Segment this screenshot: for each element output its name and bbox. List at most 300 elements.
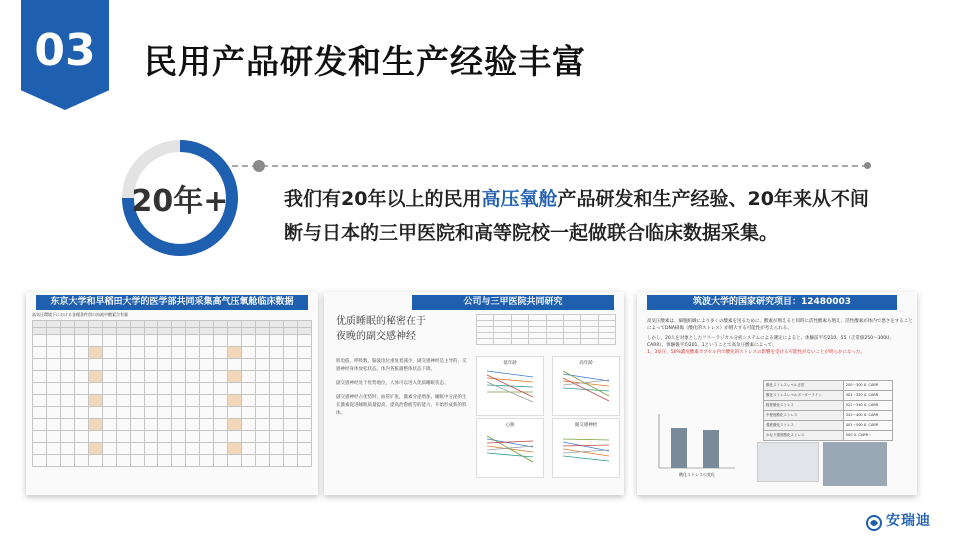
- table-cell: [74, 328, 88, 335]
- table-cell: [297, 419, 311, 431]
- table-cell: [228, 419, 242, 431]
- joint-panel-title: 公司与三甲医院共同研究: [412, 295, 614, 310]
- table-cell: [144, 359, 158, 371]
- table-cell: [228, 383, 242, 395]
- table-cell: [172, 328, 186, 335]
- table-cell: [33, 321, 47, 328]
- table-cell: [116, 395, 130, 407]
- table-row: [33, 335, 312, 347]
- table-cell: [33, 407, 47, 419]
- table-row: [33, 407, 312, 419]
- table-row: [33, 371, 312, 383]
- table-cell: [130, 395, 144, 407]
- table-cell: [46, 455, 60, 467]
- description-emphasis: 高压氧舱: [481, 188, 558, 210]
- table-cell: [256, 335, 270, 347]
- table-cell: [242, 371, 256, 383]
- table-cell: [46, 395, 60, 407]
- table-cell: [172, 347, 186, 359]
- table-cell: [88, 395, 102, 407]
- table-cell: [60, 431, 74, 443]
- table-cell: [297, 359, 311, 371]
- table-cell: [242, 347, 256, 359]
- table-row: [33, 455, 312, 467]
- table-cell: [269, 395, 283, 407]
- table-cell: [297, 328, 311, 335]
- table-row: [33, 321, 312, 328]
- table-cell: [88, 335, 102, 347]
- table-cell: [60, 407, 74, 419]
- table-cell: [297, 383, 311, 395]
- table-cell: [102, 419, 116, 431]
- mini-chart-label: 心肺: [505, 423, 515, 428]
- table-cell: [256, 321, 270, 328]
- table-cell: [88, 371, 102, 383]
- level-range: 341〜400 U. CARR: [843, 411, 892, 421]
- table-cell: [283, 431, 297, 443]
- table-cell: [88, 455, 102, 467]
- table-cell: [33, 455, 47, 467]
- table-cell: [116, 383, 130, 395]
- tsukuba-text: [647, 318, 913, 356]
- table-cell: [242, 359, 256, 371]
- table-cell: [144, 347, 158, 359]
- table-cell: [116, 419, 130, 431]
- table-row: [33, 419, 312, 431]
- page-title: 民用产品研发和生产经验丰富: [144, 42, 586, 81]
- table-row: [33, 347, 312, 359]
- table-cell: [33, 431, 47, 443]
- series-line: [487, 371, 533, 377]
- table-cell: [283, 419, 297, 431]
- mini-chart-label: 低年龄: [503, 361, 517, 366]
- tokyo-data-panel: [26, 292, 318, 495]
- table-cell: [242, 321, 256, 328]
- table-cell: [172, 335, 186, 347]
- table-cell: [256, 328, 270, 335]
- table-cell: [242, 395, 256, 407]
- joint-heading-line1: 优质睡眠的秘密在于: [336, 316, 426, 327]
- table-cell: [242, 407, 256, 419]
- joint-para-1: 肌电值、呼吸数、脑波电位重复着减少，副交感神经是主导的，交感神经身体放松状态，体内各脏器整体状态下降。: [336, 359, 467, 372]
- series-line: [563, 380, 609, 385]
- table-cell: [46, 419, 60, 431]
- table-cell: [214, 328, 228, 335]
- table-cell: [116, 347, 130, 359]
- timeline-line: [232, 165, 868, 167]
- level-range: 500 U. CARR〜: [843, 431, 892, 441]
- table-row: [764, 421, 893, 431]
- table-cell: [297, 431, 311, 443]
- level-label: 軽度酸化ストレス: [764, 401, 844, 411]
- table-cell: [200, 431, 214, 443]
- table-cell: [74, 335, 88, 347]
- table-cell: [200, 419, 214, 431]
- table-cell: [46, 407, 60, 419]
- table-row: [764, 381, 893, 391]
- table-cell: [200, 359, 214, 371]
- table-cell: [60, 335, 74, 347]
- table-cell: [130, 328, 144, 335]
- table-cell: [60, 395, 74, 407]
- level-label: 強度酸化ストレス: [764, 421, 844, 431]
- table-cell: [74, 419, 88, 431]
- table-cell: [242, 431, 256, 443]
- table-cell: [477, 339, 494, 345]
- table-cell: [116, 443, 130, 455]
- table-cell: [256, 431, 270, 443]
- table-cell: [297, 371, 311, 383]
- chamber-photo: [823, 442, 887, 486]
- table-cell: [172, 431, 186, 443]
- joint-research-panel: [324, 292, 624, 495]
- table-cell: [74, 347, 88, 359]
- tsukuba-para-1: 高気圧酸素は、細胞組織により多くの酸素を送るために、酸素が増えると同時に活性酸素も増え、活性酸素が体内で悪さをすることによってDNA損傷（酸化的ストレス）が増大する可能性が考えられる。: [647, 319, 913, 331]
- table-cell: [228, 431, 242, 443]
- table-cell: [33, 359, 47, 371]
- table-cell: [74, 455, 88, 467]
- table-cell: [214, 395, 228, 407]
- table-cell: [158, 383, 172, 395]
- joint-body: [336, 358, 468, 418]
- table-cell: [186, 419, 200, 431]
- table-cell: [283, 443, 297, 455]
- table-cell: [256, 371, 270, 383]
- table-cell: [102, 395, 116, 407]
- table-cell: [200, 383, 214, 395]
- table-cell: [158, 395, 172, 407]
- table-cell: [228, 407, 242, 419]
- table-cell: [172, 371, 186, 383]
- table-row: [477, 339, 616, 345]
- mini-line-chart: [552, 356, 620, 416]
- table-cell: [228, 395, 242, 407]
- table-cell: [186, 371, 200, 383]
- table-cell: [102, 328, 116, 335]
- table-cell: [144, 328, 158, 335]
- table-cell: [200, 395, 214, 407]
- table-cell: [200, 321, 214, 328]
- table-cell: [200, 328, 214, 335]
- table-cell: [297, 407, 311, 419]
- table-cell: [130, 443, 144, 455]
- level-range: 200〜300 U. CARR: [843, 381, 892, 391]
- table-cell: [214, 407, 228, 419]
- table-cell: [74, 383, 88, 395]
- tokyo-panel-title: 东京大学和早稻田大学的医学部共同采集高气压氧舱临床数据: [36, 295, 308, 310]
- joint-heading-line2: 夜晚的副交感神经: [336, 331, 416, 342]
- table-cell: [172, 443, 186, 455]
- table-cell: [214, 371, 228, 383]
- table-cell: [297, 335, 311, 347]
- table-cell: [88, 431, 102, 443]
- joint-para-2: 副交感神经处于优势地位，人体可以进入优质睡眠状态。: [336, 381, 449, 386]
- table-cell: [60, 371, 74, 383]
- table-cell: [130, 347, 144, 359]
- table-cell: [511, 339, 528, 345]
- table-cell: [88, 321, 102, 328]
- table-cell: [130, 321, 144, 328]
- table-row: [764, 391, 893, 401]
- table-cell: [158, 419, 172, 431]
- table-cell: [269, 455, 283, 467]
- table-cell: [130, 359, 144, 371]
- table-row: [33, 383, 312, 395]
- table-cell: [186, 431, 200, 443]
- table-cell: [158, 335, 172, 347]
- table-cell: [214, 359, 228, 371]
- table-cell: [228, 347, 242, 359]
- table-cell: [283, 455, 297, 467]
- table-cell: [33, 443, 47, 455]
- table-cell: [297, 321, 311, 328]
- table-cell: [74, 371, 88, 383]
- table-cell: [186, 407, 200, 419]
- table-cell: [283, 335, 297, 347]
- table-cell: [228, 443, 242, 455]
- table-row: [764, 411, 893, 421]
- table-cell: [529, 339, 546, 345]
- table-cell: [158, 455, 172, 467]
- table-cell: [144, 371, 158, 383]
- table-cell: [46, 443, 60, 455]
- table-cell: [256, 395, 270, 407]
- table-cell: [158, 321, 172, 328]
- table-cell: [598, 339, 615, 345]
- joint-mini-table: [476, 314, 616, 345]
- table-cell: [214, 321, 228, 328]
- table-cell: [283, 371, 297, 383]
- table-cell: [74, 443, 88, 455]
- table-row: [764, 431, 893, 441]
- table-cell: [283, 347, 297, 359]
- table-cell: [172, 407, 186, 419]
- table-cell: [158, 431, 172, 443]
- tsukuba-panel-title: 筑波大学的国家研究项目：12480003: [647, 295, 897, 310]
- level-range: 321〜340 U. CARR: [843, 401, 892, 411]
- tsukuba-panel: [637, 292, 917, 495]
- table-cell: [116, 371, 130, 383]
- table-cell: [102, 455, 116, 467]
- tsukuba-para-2: しかし、20人を対象としたフリーラジカル分析システムによる測定によると、体験前平均210、55（正常値250〜300U、CARR）、体験後平均201、1ということで高気圧酸素によって、: [647, 336, 894, 348]
- table-cell: [74, 431, 88, 443]
- table-cell: [200, 371, 214, 383]
- series-line: [563, 445, 609, 446]
- table-cell: [269, 419, 283, 431]
- table-cell: [60, 321, 74, 328]
- series-line: [487, 453, 533, 457]
- table-cell: [186, 395, 200, 407]
- table-cell: [130, 371, 144, 383]
- table-cell: [269, 359, 283, 371]
- table-row: [33, 328, 312, 335]
- table-cell: [102, 335, 116, 347]
- table-cell: [269, 321, 283, 328]
- table-cell: [186, 328, 200, 335]
- table-cell: [33, 347, 47, 359]
- table-cell: [88, 359, 102, 371]
- table-cell: [46, 371, 60, 383]
- table-cell: [60, 419, 74, 431]
- table-cell: [242, 335, 256, 347]
- table-cell: [200, 347, 214, 359]
- table-cell: [242, 455, 256, 467]
- table-cell: [116, 359, 130, 371]
- level-range: 301〜320 U. CARR: [843, 391, 892, 401]
- section-number: 03: [34, 25, 96, 76]
- table-cell: [158, 371, 172, 383]
- table-cell: [46, 335, 60, 347]
- table-row: [33, 443, 312, 455]
- table-cell: [102, 347, 116, 359]
- table-cell: [242, 328, 256, 335]
- table-cell: [130, 383, 144, 395]
- table-cell: [60, 347, 74, 359]
- table-cell: [88, 443, 102, 455]
- tokyo-panel-subtitle: 高気圧環境下における各種条件別の血液中酸素含有量: [32, 312, 128, 317]
- table-cell: [102, 321, 116, 328]
- table-cell: [46, 431, 60, 443]
- table-cell: [74, 321, 88, 328]
- table-cell: [581, 339, 598, 345]
- table-cell: [186, 455, 200, 467]
- table-cell: [200, 335, 214, 347]
- table-cell: [88, 407, 102, 419]
- table-cell: [186, 359, 200, 371]
- table-cell: [283, 395, 297, 407]
- table-cell: [74, 359, 88, 371]
- description: [284, 182, 884, 250]
- tsukuba-para-3: 1、3気圧、50%濃度酸素カプセル内で酸化的ストレスの影響を受ける可能性がないことが明らかになった。: [647, 350, 866, 355]
- table-cell: [256, 359, 270, 371]
- table-cell: [102, 443, 116, 455]
- mini-line-chart: [552, 418, 620, 478]
- table-cell: [269, 371, 283, 383]
- table-cell: [144, 383, 158, 395]
- table-cell: [130, 419, 144, 431]
- table-cell: [200, 455, 214, 467]
- mini-chart-label: 高年龄: [579, 361, 593, 366]
- table-cell: [228, 321, 242, 328]
- table-cell: [144, 431, 158, 443]
- table-row: [33, 395, 312, 407]
- table-cell: [256, 455, 270, 467]
- table-cell: [130, 335, 144, 347]
- tokyo-data-table: [32, 320, 312, 467]
- table-cell: [60, 359, 74, 371]
- table-cell: [256, 383, 270, 395]
- table-cell: [46, 328, 60, 335]
- table-cell: [200, 407, 214, 419]
- table-cell: [60, 328, 74, 335]
- table-cell: [283, 359, 297, 371]
- table-cell: [60, 383, 74, 395]
- table-cell: [269, 347, 283, 359]
- table-cell: [269, 407, 283, 419]
- timeline-dot-end: [864, 162, 871, 169]
- table-cell: [158, 347, 172, 359]
- table-cell: [563, 339, 580, 345]
- table-cell: [269, 383, 283, 395]
- table-cell: [256, 443, 270, 455]
- table-row: [33, 359, 312, 371]
- table-cell: [228, 335, 242, 347]
- table-cell: [74, 395, 88, 407]
- joint-heading: [336, 314, 426, 344]
- table-cell: [46, 347, 60, 359]
- table-cell: [283, 321, 297, 328]
- table-cell: [172, 395, 186, 407]
- table-cell: [116, 407, 130, 419]
- table-cell: [144, 407, 158, 419]
- table-cell: [297, 347, 311, 359]
- table-cell: [116, 335, 130, 347]
- table-cell: [228, 328, 242, 335]
- mini-line-chart: [476, 356, 544, 416]
- table-cell: [172, 455, 186, 467]
- table-cell: [283, 383, 297, 395]
- series-line: [563, 439, 609, 440]
- table-cell: [269, 431, 283, 443]
- table-cell: [214, 455, 228, 467]
- timeline-dot-start: [253, 160, 265, 172]
- table-cell: [88, 347, 102, 359]
- table-cell: [172, 383, 186, 395]
- table-cell: [256, 407, 270, 419]
- table-cell: [297, 455, 311, 467]
- table-cell: [33, 419, 47, 431]
- table-cell: [186, 347, 200, 359]
- table-cell: [46, 321, 60, 328]
- table-cell: [186, 335, 200, 347]
- table-cell: [88, 383, 102, 395]
- series-line: [563, 371, 609, 396]
- table-cell: [116, 321, 130, 328]
- table-cell: [186, 443, 200, 455]
- table-cell: [186, 383, 200, 395]
- table-cell: [214, 419, 228, 431]
- table-row: [33, 431, 312, 443]
- table-cell: [297, 395, 311, 407]
- table-cell: [228, 359, 242, 371]
- table-cell: [130, 407, 144, 419]
- table-cell: [102, 407, 116, 419]
- table-cell: [172, 359, 186, 371]
- table-cell: [297, 443, 311, 455]
- table-cell: [214, 383, 228, 395]
- table-cell: [269, 443, 283, 455]
- series-line: [563, 456, 609, 461]
- table-cell: [144, 335, 158, 347]
- table-cell: [116, 431, 130, 443]
- table-row: [764, 401, 893, 411]
- table-cell: [144, 419, 158, 431]
- table-cell: [214, 335, 228, 347]
- table-cell: [158, 359, 172, 371]
- table-cell: [88, 419, 102, 431]
- table-cell: [242, 419, 256, 431]
- table-cell: [214, 431, 228, 443]
- table-cell: [102, 371, 116, 383]
- table-cell: [33, 383, 47, 395]
- level-label: 中程度酸化ストレス: [764, 411, 844, 421]
- table-cell: [102, 359, 116, 371]
- table-cell: [172, 321, 186, 328]
- table-cell: [116, 328, 130, 335]
- table-cell: [269, 335, 283, 347]
- years-label: 20年+: [131, 184, 229, 219]
- brand-name: 安瑞迪: [886, 513, 931, 529]
